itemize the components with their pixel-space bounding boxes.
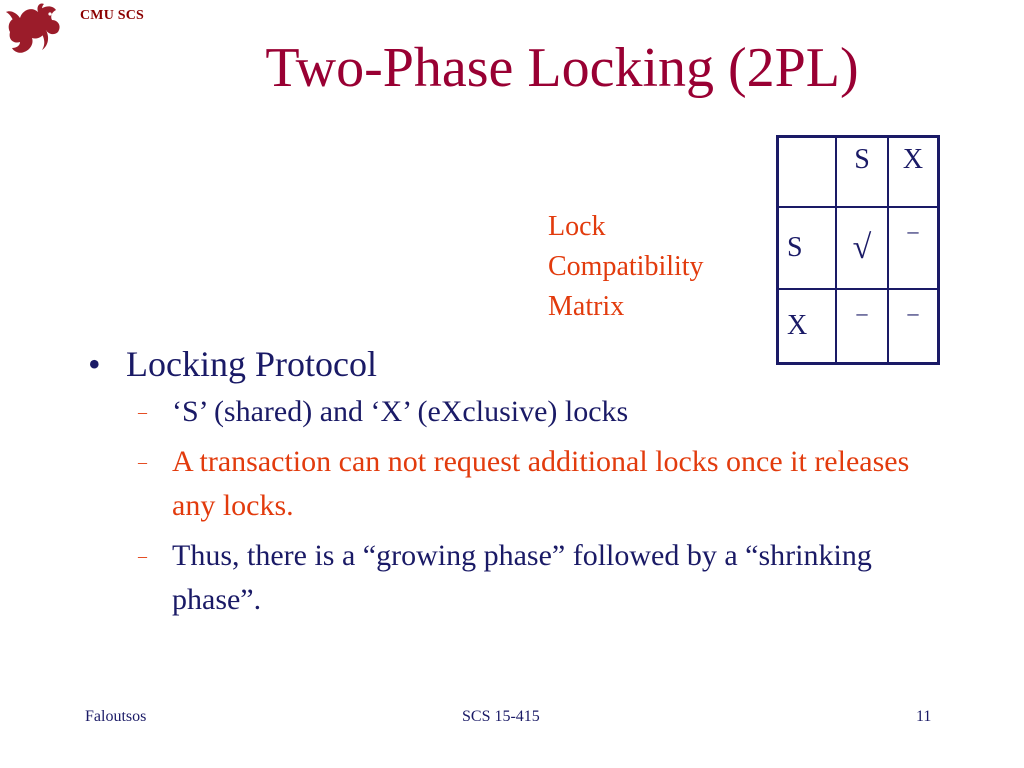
sub-bullet-item [138, 390, 988, 434]
footer-author: Faloutsos [85, 708, 147, 725]
matrix-caption-line: Lock [548, 211, 606, 242]
sub-bullet-text: ‘S’ (shared) and ‘X’ (eXclusive) locks [172, 395, 629, 428]
bullet-dot-icon: • [88, 344, 101, 384]
sub-bullet-text: Thus, there is a “growing phase” followed by a “shrinking phase”. [172, 539, 872, 616]
footer-page-number: 11 [916, 708, 932, 725]
slide-title: Two-Phase Locking (2PL) [265, 37, 859, 99]
matrix-cell-incompatible: – [836, 289, 888, 364]
matrix-row-header: S [778, 207, 837, 289]
sub-bullet-item [138, 534, 988, 622]
matrix-cell-incompatible: – [888, 207, 939, 289]
matrix-corner-cell [778, 137, 837, 208]
matrix-row-header: X [778, 289, 837, 364]
footer-course: SCS 15-415 [462, 708, 540, 725]
logo-text: CMU SCS [80, 8, 145, 23]
matrix-header-row [778, 137, 939, 208]
dash-icon: – [138, 402, 147, 422]
matrix-caption-line: Matrix [548, 291, 625, 322]
matrix-caption-line: Compatibility [548, 251, 704, 282]
matrix-column-header: X [888, 137, 939, 208]
matrix-cell-incompatible: – [888, 289, 939, 364]
sub-bullet-text: A transaction can not request additional locks once it releases any locks. [172, 445, 910, 522]
dash-icon: – [138, 546, 147, 566]
bullet-list [88, 338, 988, 622]
sub-bullet-item-highlighted [138, 440, 988, 528]
matrix-cell-compatible: √ [836, 207, 888, 289]
bullet-item-main [88, 338, 988, 390]
matrix-row [778, 207, 939, 289]
bullet-text: Locking Protocol [126, 344, 377, 384]
matrix-caption [548, 207, 704, 327]
lock-compatibility-matrix [776, 135, 940, 365]
matrix-column-header: S [836, 137, 888, 208]
dash-icon: – [138, 452, 147, 472]
